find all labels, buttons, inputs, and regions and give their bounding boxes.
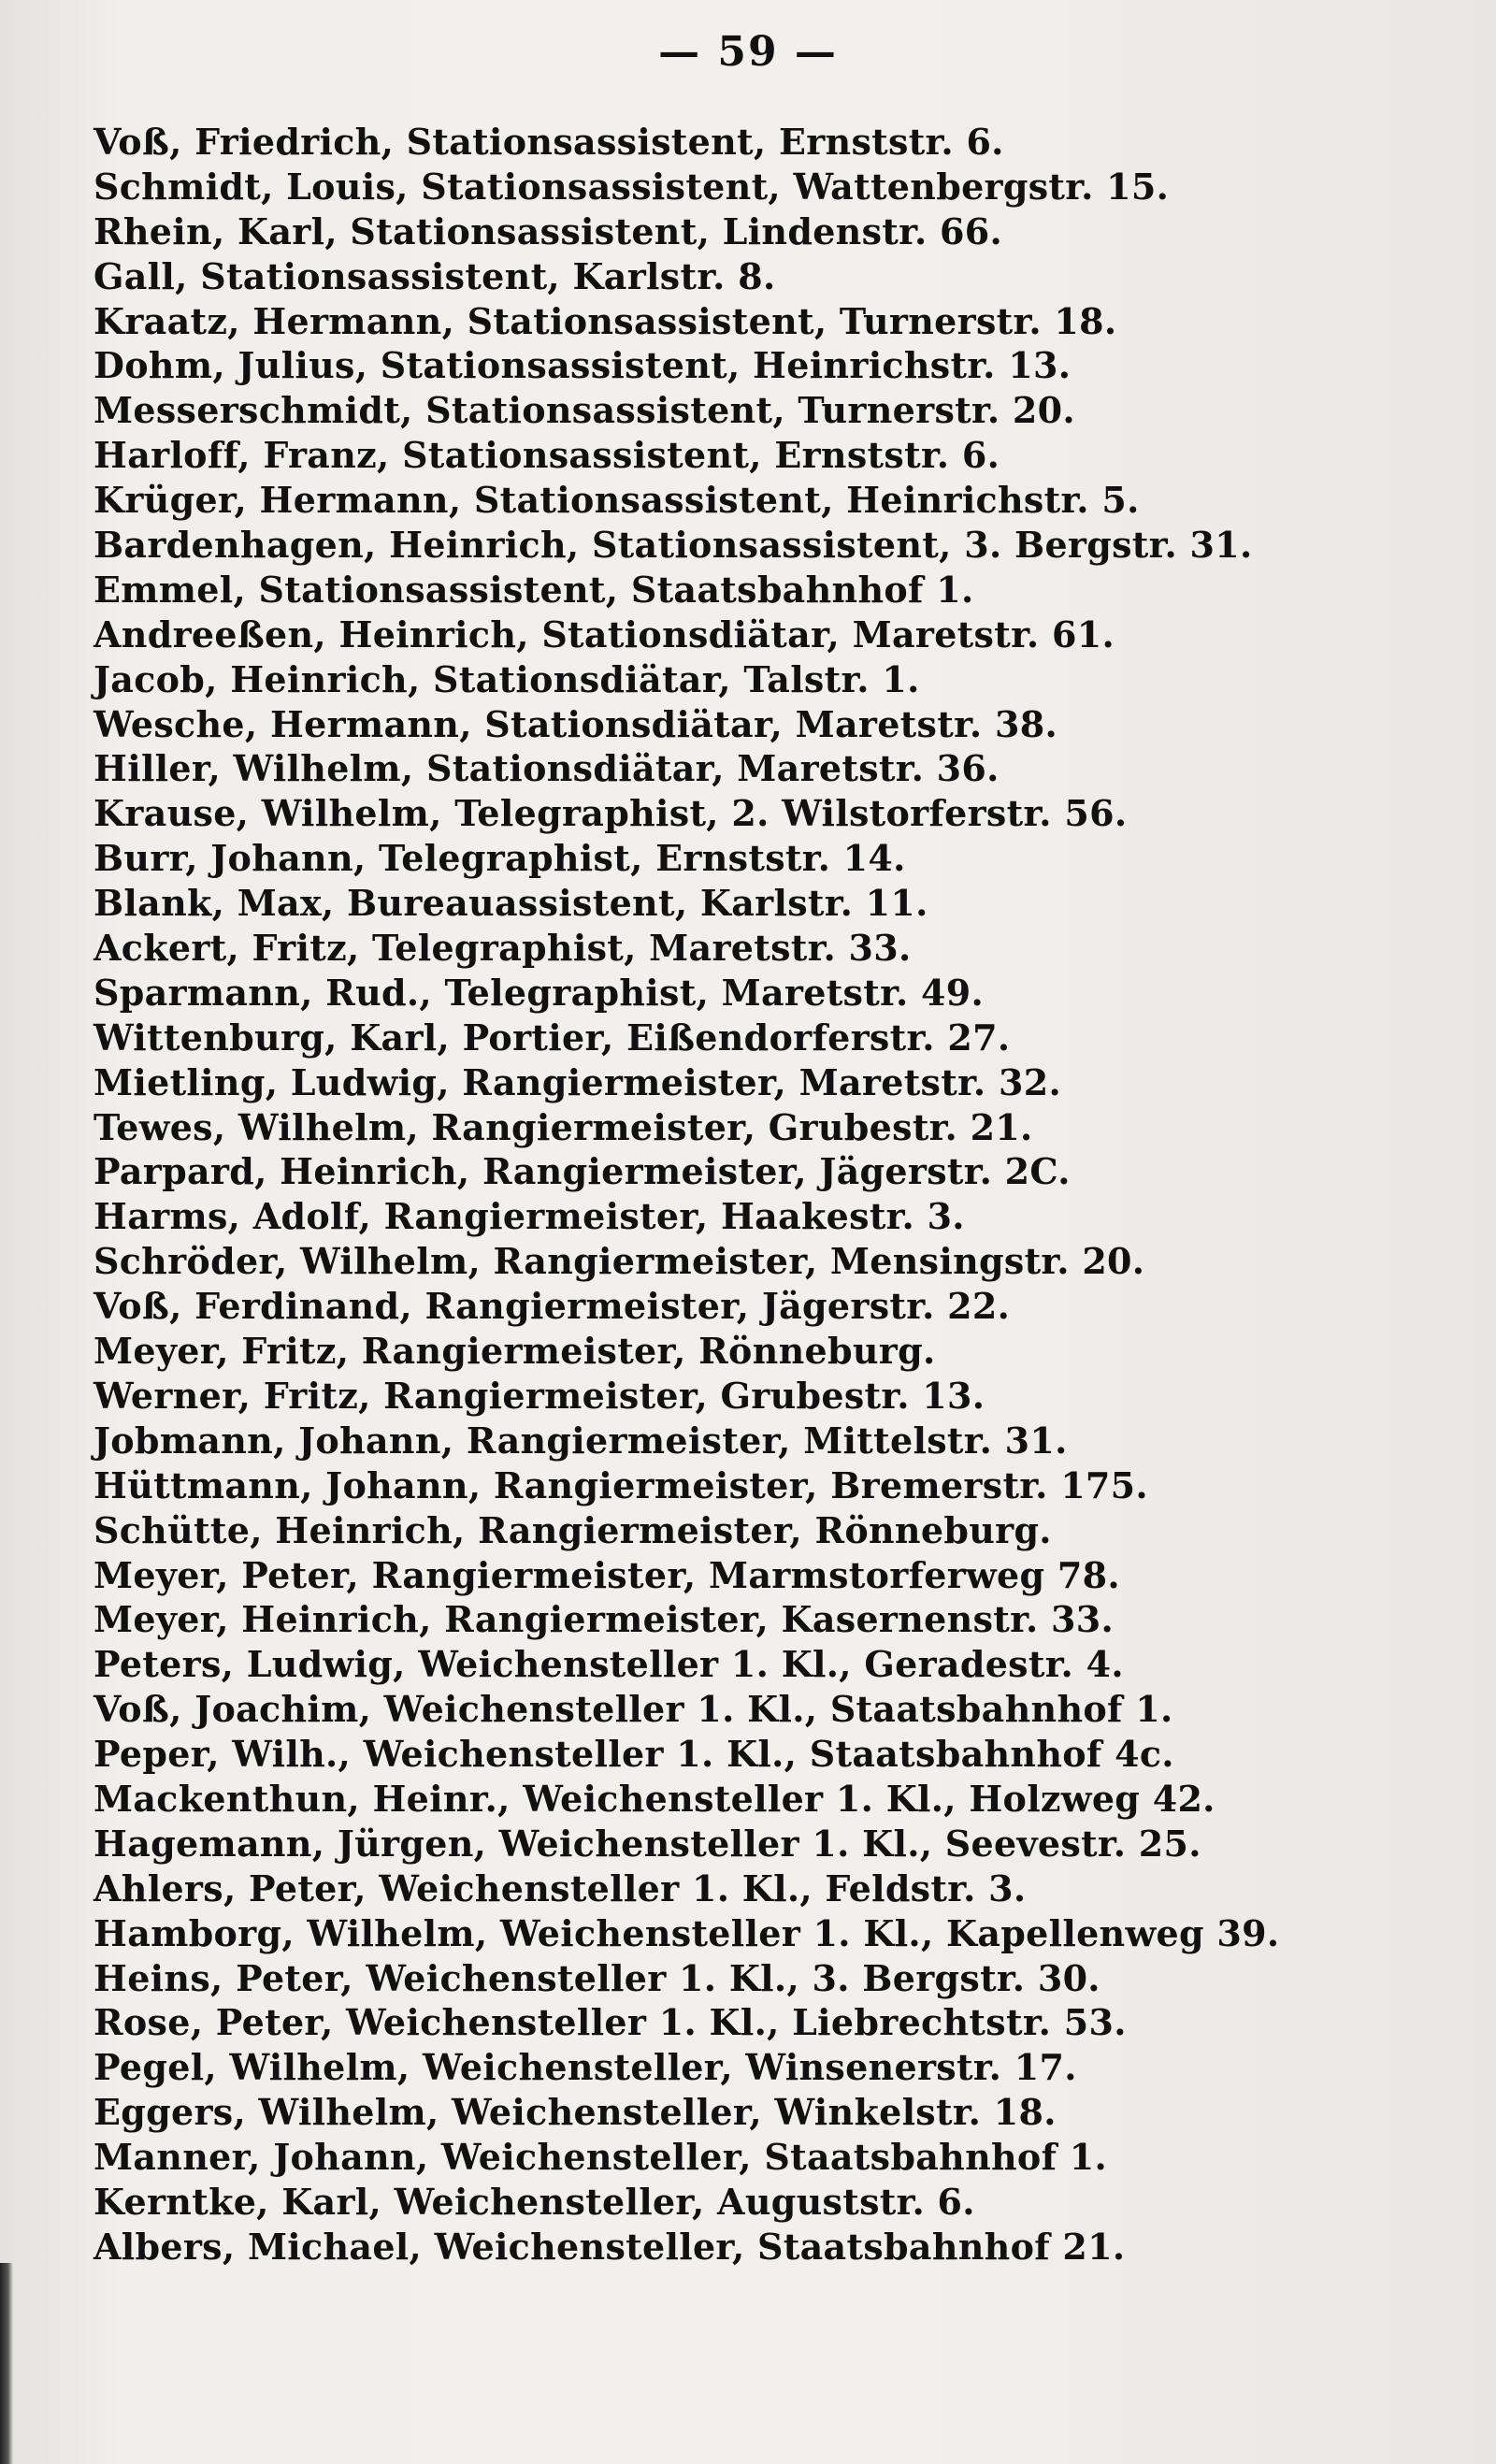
- directory-entry: Meyer, Fritz, Rangiermeister, Rönneburg.: [94, 1330, 936, 1373]
- directory-entry: Krüger, Hermann, Stationsassistent, Heinrichstr. 5.: [94, 479, 1140, 522]
- directory-entry: Jacob, Heinrich, Stationsdiätar, Talstr. 1.: [94, 657, 920, 700]
- directory-entry: Bardenhagen, Heinrich, Stationsassistent, 3. Bergstr. 31.: [94, 524, 1253, 567]
- directory-entry: Messerschmidt, Stationsassistent, Turnerstr. 20.: [94, 389, 1075, 432]
- directory-entry: Heins, Peter, Weichensteller 1. Kl., 3. Bergstr. 30.: [94, 1956, 1100, 1999]
- directory-entry: Hamborg, Wilhelm, Weichensteller 1. Kl., Kapellenweg 39.: [94, 1911, 1280, 1954]
- directory-entry: Parpard, Heinrich, Rangiermeister, Jägerstr. 2C.: [94, 1150, 1071, 1193]
- directory-entry: Kerntke, Karl, Weichensteller, Auguststr. 6.: [94, 2180, 975, 2223]
- directory-entry: Harloff, Franz, Stationsassistent, Ernststr. 6.: [94, 434, 1000, 477]
- directory-entry: Ackert, Fritz, Telegraphist, Maretstr. 33.: [94, 927, 912, 970]
- directory-entry: Schmidt, Louis, Stationsassistent, Wattenbergstr. 15.: [94, 165, 1170, 208]
- directory-entry: Rhein, Karl, Stationsassistent, Lindenstr. 66.: [94, 209, 1003, 252]
- directory-entry: Tewes, Wilhelm, Rangiermeister, Grubestr. 21.: [94, 1105, 1033, 1148]
- directory-entry: Schütte, Heinrich, Rangiermeister, Rönneburg.: [94, 1508, 1052, 1551]
- directory-entry: Pegel, Wilhelm, Weichensteller, Winsenerstr. 17.: [94, 2046, 1077, 2089]
- directory-entry: Rose, Peter, Weichensteller 1. Kl., Liebrechtstr. 53.: [94, 2001, 1127, 2044]
- directory-entry: Mietling, Ludwig, Rangiermeister, Maretstr. 32.: [94, 1060, 1061, 1103]
- directory-entry: Eggers, Wilhelm, Weichensteller, Winkelstr. 18.: [94, 2091, 1057, 2134]
- page-number: — 59 —: [658, 28, 838, 76]
- directory-entry: Meyer, Peter, Rangiermeister, Marmstorferweg 78.: [94, 1553, 1120, 1596]
- directory-entry: Werner, Fritz, Rangiermeister, Grubestr. 13.: [94, 1374, 985, 1417]
- directory-entry: Jobmann, Johann, Rangiermeister, Mittelstr. 31.: [94, 1419, 1068, 1462]
- directory-entry: Mackenthun, Heinr., Weichensteller 1. Kl., Holzweg 42.: [94, 1777, 1216, 1820]
- directory-entry: Ahlers, Peter, Weichensteller 1. Kl., Feldstr. 3.: [94, 1866, 1027, 1909]
- directory-entry: Manner, Johann, Weichensteller, Staatsbahnhof 1.: [94, 2136, 1108, 2179]
- directory-entry: Hagemann, Jürgen, Weichensteller 1. Kl., Seevestr. 25.: [94, 1822, 1201, 1865]
- directory-entry: Krause, Wilhelm, Telegraphist, 2. Wilstorferstr. 56.: [94, 792, 1128, 835]
- directory-entry: Meyer, Heinrich, Rangiermeister, Kasernenstr. 33.: [94, 1598, 1115, 1641]
- directory-entry: Wesche, Hermann, Stationsdiätar, Maretstr. 38.: [94, 702, 1057, 745]
- directory-entry-list: [94, 120, 1459, 2269]
- directory-entry: Hiller, Wilhelm, Stationsdiätar, Maretstr. 36.: [94, 747, 1000, 790]
- directory-entry: Burr, Johann, Telegraphist, Ernststr. 14.: [94, 837, 906, 880]
- directory-entry: Harms, Adolf, Rangiermeister, Haakestr. 3.: [94, 1195, 965, 1238]
- directory-entry: Kraatz, Hermann, Stationsassistent, Turnerstr. 18.: [94, 299, 1117, 342]
- directory-entry: Gall, Stationsassistent, Karlstr. 8.: [94, 254, 776, 297]
- book-spine-edge: [0, 2263, 13, 2464]
- directory-entry: Peters, Ludwig, Weichensteller 1. Kl., Geradestr. 4.: [94, 1643, 1124, 1686]
- directory-entry: Dohm, Julius, Stationsassistent, Heinrichstr. 13.: [94, 344, 1072, 387]
- directory-entry: Blank, Max, Bureauassistent, Karlstr. 11.: [94, 882, 928, 925]
- directory-entry: Voß, Friedrich, Stationsassistent, Ernststr. 6.: [94, 121, 1004, 163]
- directory-entry: Voß, Ferdinand, Rangiermeister, Jägerstr. 22.: [94, 1285, 1011, 1328]
- directory-entry: Voß, Joachim, Weichensteller 1. Kl., Staatsbahnhof 1.: [94, 1688, 1173, 1731]
- directory-entry: Wittenburg, Karl, Portier, Eißendorferstr. 27.: [94, 1016, 1011, 1059]
- directory-entry: Schröder, Wilhelm, Rangiermeister, Mensingstr. 20.: [94, 1240, 1145, 1283]
- directory-entry: Emmel, Stationsassistent, Staatsbahnhof 1.: [94, 568, 974, 611]
- directory-entry: Hüttmann, Johann, Rangiermeister, Bremerstr. 175.: [94, 1463, 1148, 1506]
- directory-entry: Andreeßen, Heinrich, Stationsdiätar, Maretstr. 61.: [94, 612, 1115, 656]
- directory-entry: Sparmann, Rud., Telegraphist, Maretstr. 49.: [94, 971, 985, 1014]
- directory-entry: Peper, Wilh., Weichensteller 1. Kl., Staatsbahnhof 4c.: [94, 1733, 1174, 1776]
- directory-entry: Albers, Michael, Weichensteller, Staatsbahnhof 21.: [94, 2225, 1126, 2268]
